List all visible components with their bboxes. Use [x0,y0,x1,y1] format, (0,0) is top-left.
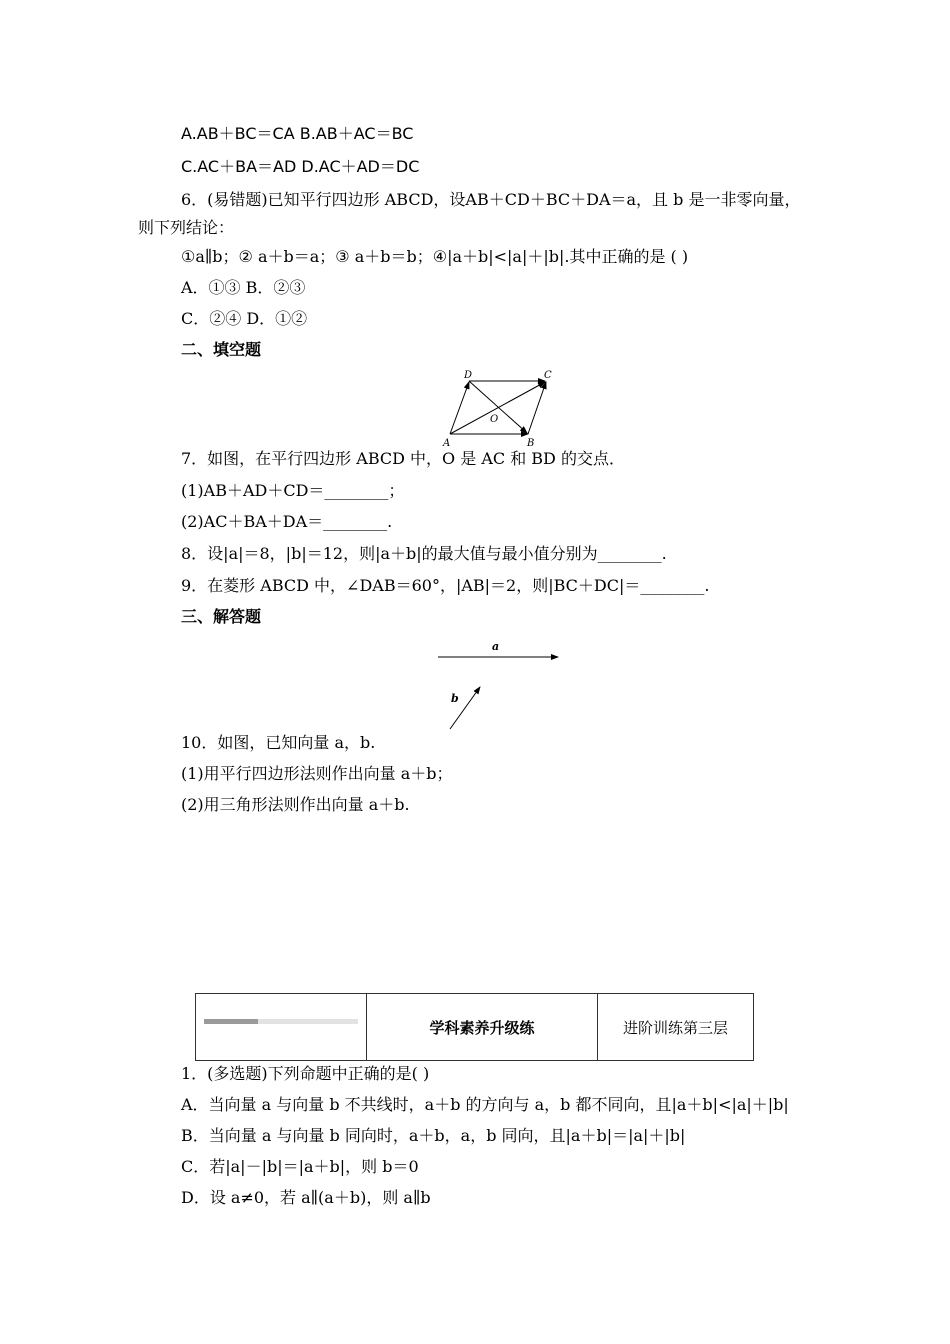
label-b: B [527,438,535,448]
section-heading-fill-in: 二、填空题 [181,340,262,359]
q8-stem: 8．设|a|＝8，|b|＝12，则|a＋b|的最大值与最小值分别为________. [181,544,667,563]
part2-q1-stem: 1．(多选题)下列命题中正确的是( ) [181,1064,430,1083]
q5-options-cd: C.AC＋BA＝AD D.AC＋AD＝DC [181,157,420,176]
section-heading-solutions: 三、解答题 [181,607,262,626]
vector-ad [450,382,469,434]
label-d: D [464,370,473,381]
progress-bar [204,1019,358,1024]
banner-title: 学科素养升级练 [367,994,598,1060]
section-banner [195,993,754,1061]
q6-statements: ①a∥b；② a＋b＝a；③ a＋b＝b；④|a＋b|<|a|＋|b|.其中正确的是 ( ) [181,247,689,266]
label-c: C [544,370,552,381]
q5-options-ab: A.AB＋BC＝CA B.AB＋AC＝BC [181,124,414,143]
q10-part1: (1)用平行四边形法则作出向量 a＋b； [181,764,453,783]
banner-progress-cell [196,994,367,1060]
vector-db [469,381,527,433]
label-o: O [490,414,499,425]
progress-bar-fill [204,1019,258,1024]
banner-subtitle: 进阶训练第三层 [622,1018,728,1037]
label-vector-a: a [492,640,500,653]
part2-q1-option-c: C．若|a|－|b|＝|a＋b|，则 b＝0 [181,1157,419,1176]
q9-stem: 9．在菱形 ABCD 中，∠DAB＝60°，|AB|＝2，则|BC＋DC|＝________. [181,576,710,595]
q6-options-cd: C．②④ D．①② [181,309,308,328]
part2-q1-option-a: A．当向量 a 与向量 b 不共线时，a＋b 的方向与 a，b 都不同向，且|a＋b|<|a|＋|b| [181,1095,789,1114]
q7-part2: (2)AC＋BA＋DA＝________. [181,512,393,531]
q6-stem-line1: 6．(易错题)已知平行四边形 ABCD，设AB＋CD＋BC＋DA＝a，且 b 是一非零向量， [181,190,801,209]
label-vector-b: b [451,692,459,705]
q7-stem: 7．如图，在平行四边形 ABCD 中，O 是 AC 和 BD 的交点． [181,449,625,468]
q10-part2: (2)用三角形法则作出向量 a＋b. [181,795,410,814]
part2-q1-option-b: B．当向量 a 与向量 b 同向时，a＋b，a，b 同向，且|a＋b|＝|a|＋|b| [181,1126,686,1145]
q7-part1: (1)AB＋AD＋CD＝________； [181,481,405,500]
q6-stem-line2: 则下列结论： [138,218,235,237]
q6-options-ab: A．①③ B．②③ [181,278,306,297]
vectors-figure [430,636,570,736]
part2-q1-option-d: D．设 a≠0，若 a∥(a＋b)，则 a∥b [181,1188,431,1207]
label-a: A [443,438,451,448]
parallelogram-figure [436,366,556,448]
q10-stem: 10．如图，已知向量 a，b. [181,733,376,752]
